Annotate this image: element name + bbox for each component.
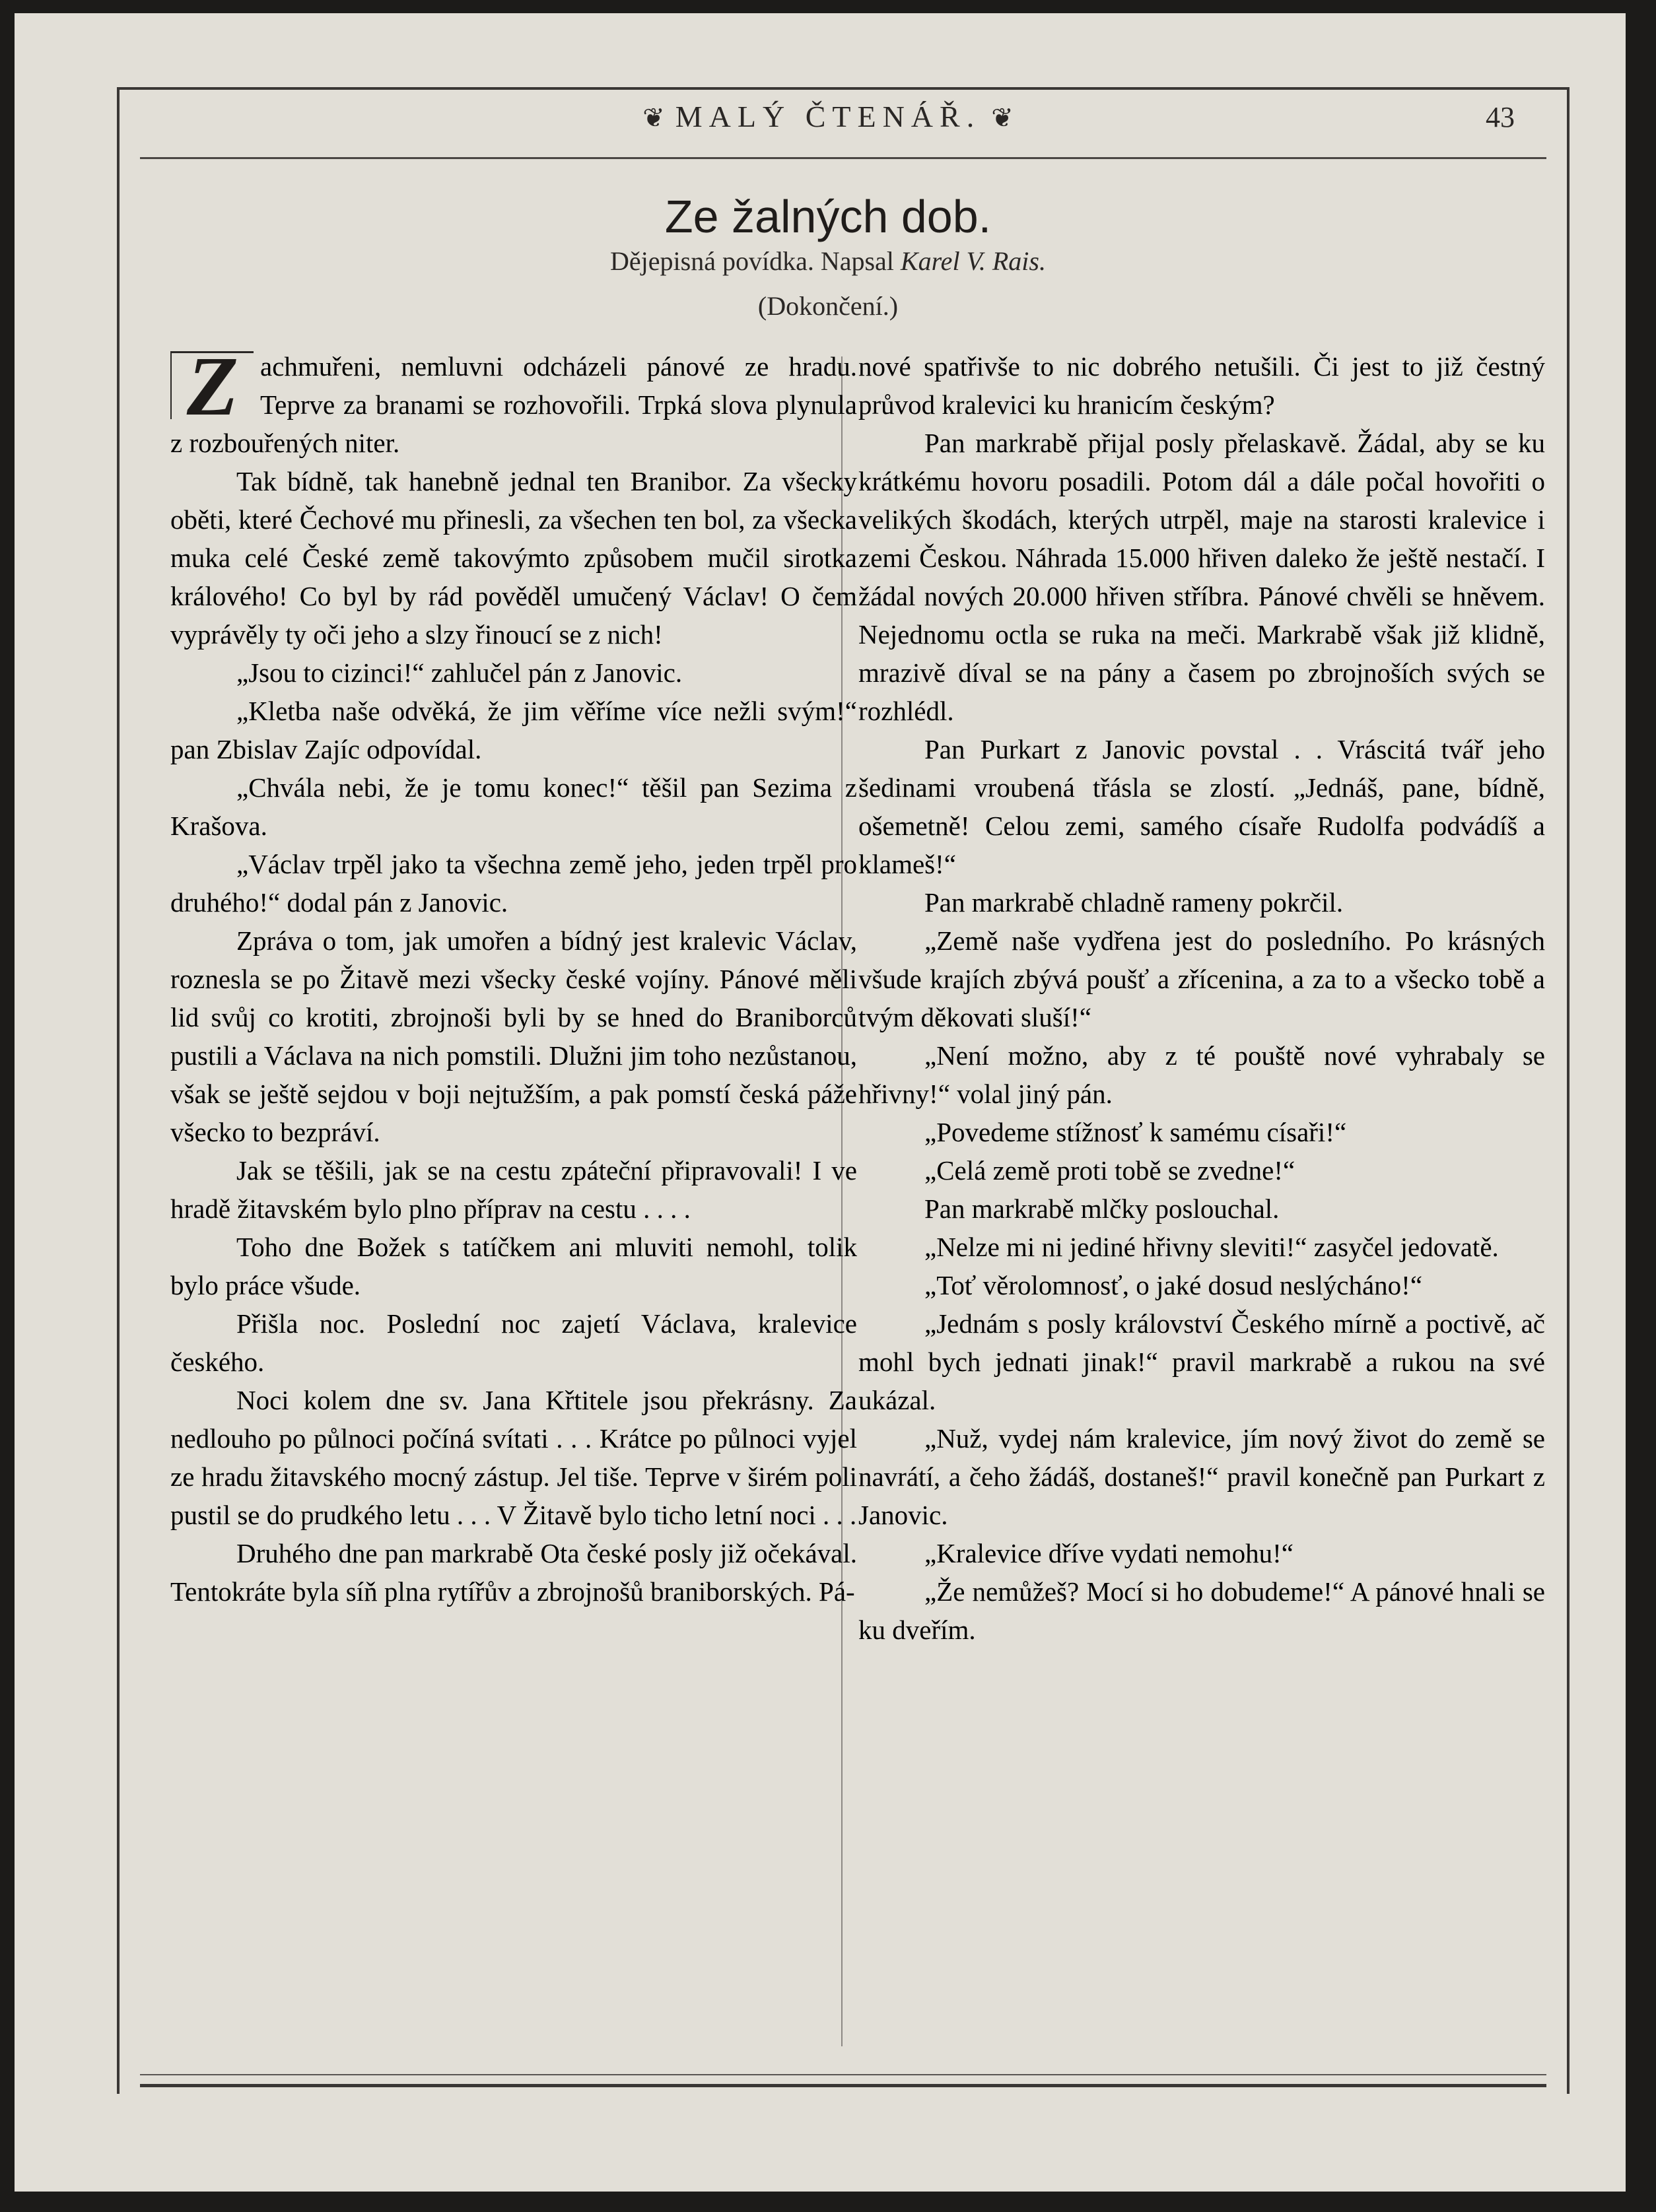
- paragraph: „Nuž, vydej nám kralevice, jím nový život do země se navrátí, a čeho žádáš, dostaneš!“ pravil konečně pan Purkart z Janovic.: [858, 1423, 1545, 1530]
- bottom-rule-thick: [140, 2084, 1546, 2087]
- frame-rule-top: [117, 87, 1570, 90]
- article-title: Ze žalných dob.: [664, 191, 992, 242]
- paragraph: „Že nemůžeš? Mocí si ho dobudeme!“ A pánové hnali se ku dveřím.: [858, 1576, 1545, 1645]
- frame-rule-right: [1567, 87, 1570, 2094]
- paragraph: Pan markrabě mlčky poslouchal.: [924, 1193, 1280, 1224]
- running-head: [0, 99, 1656, 134]
- paragraph: „Není možno, aby z té pouště nové vyhrabaly se hřivny!“ volal jiný pán.: [858, 1040, 1545, 1109]
- paragraph: „Václav trpěl jako ta všechna země jeho, jeden trpěl pro druhého!“ dodal pán z Janovic.: [170, 849, 857, 918]
- paragraph: „Chvála nebi, že je tomu konec!“ těšil pan Sezima z Krašova.: [170, 772, 857, 841]
- paragraph: „Celá země proti tobě se zvedne!“: [924, 1155, 1295, 1186]
- paragraph: „Jednám s posly království Českého mírně a poctivě, ač mohl bych jednati jinak!“ pravil markrabě a rukou na své ukázal.: [858, 1308, 1545, 1415]
- paragraph: Jak se těšili, jak se na cestu zpáteční připravovali! I ve hradě žitavském bylo plno příprav na cestu . . . .: [170, 1155, 857, 1224]
- paragraph: „Nelze mi ni jediné hřivny sleviti!“ zasyčel jedovatě.: [924, 1232, 1499, 1262]
- paragraph: [170, 339, 857, 462]
- paragraph: „Povedeme stížnosť k samému císaři!“: [924, 1117, 1347, 1147]
- paragraph: Pan Purkart z Janovic povstal . . Vráscitá tvář jeho šedinami vroubená třásla se zlostí. „Jednáš, pane, bídně, ošemetně! Celou zemi, samého císaře Rudolfa podvádíš a klameš!“: [858, 734, 1545, 879]
- paragraph: Noci kolem dne sv. Jana Křtitele jsou překrásny. Za nedlouho po půlnoci počíná svítati . . . Krátce po půlnoci vyjel ze hradu žitavského mocný zástup. Jel tiše. Teprve v širém poli pustil se do prudkého letu . . . V Žitavě bylo ticho letní noci . . .: [170, 1385, 857, 1530]
- continued-note: (Dokončení.): [757, 291, 899, 321]
- running-title: MALÝ ČTENÁŘ.: [675, 100, 981, 133]
- paragraph: Pan markrabě přijal posly přelaskavě. Žádal, aby se ku krátkému hovoru posadili. Potom dál a dále počal hovořiti o velikých škodách, kterých utrpěl, maje na starosti kralevice i zemi Českou. Náhrada 15.000 hřiven daleko že ještě nestačí. I žádal nových 20.000 hřiven stříbra. Pánové chvěli se hněvem. Nejednomu octla se ruka na meči. Markrabě však již klidně, mrazivě díval se na pány a časem po zbrojnoších svých se rozhlédl.: [858, 428, 1545, 726]
- article-subtitle: [0, 246, 1656, 277]
- header-rule: [140, 157, 1546, 159]
- left-column: [170, 339, 857, 1611]
- frame-rule-left: [117, 87, 120, 2094]
- paragraph: „Kletba naše odvěká, že jim věříme více nežli svým!“ pan Zbislav Zajíc odpovídal.: [170, 696, 857, 764]
- page-number: 43: [1486, 101, 1515, 133]
- paragraph: „Kralevice dříve vydati nemohu!“: [924, 1538, 1294, 1568]
- paragraph: Toho dne Božek s tatíčkem ani mluviti nemohl, tolik bylo práce všude.: [170, 1232, 857, 1300]
- paragraph: Tak bídně, tak hanebně jednal ten Branibor. Za všecky oběti, které Čechové mu přinesli, za všechen ten bol, za všecka muka celé České země takovýmto způsobem mučil sirotka králového! Co byl by rád pověděl umučený Václav! O čem vyprávěly ty oči jeho a slzy řinoucí se z nich!: [170, 466, 857, 650]
- paragraph: Přišla noc. Poslední noc zajetí Václava, kralevice českého.: [170, 1308, 857, 1377]
- ornament-left-icon: ❦: [642, 103, 665, 133]
- paragraph-text: achmuřeni, nemluvni odcházeli pánové ze hradu. Teprve za branami se rozhovořili. Trpká slova plynula z rozbouřených niter.: [170, 351, 857, 458]
- author-name: Karel V. Rais.: [900, 246, 1046, 276]
- paragraph: Zpráva o tom, jak umořen a bídný jest kralevic Václav, roznesla se po Žitavě mezi všecky české vojíny. Pánové měli lid svůj co krotiti, zbrojnoši byli by se hned do Braniborců pustili a Václava na nich pomstili. Dlužni jim toho nezůstanou, však se ještě sejdou v boji nejtužším, a pak pomstí česká páže všecko to bezpráví.: [170, 925, 857, 1147]
- right-column: [858, 347, 1545, 1649]
- bottom-rule-thin: [140, 2074, 1546, 2075]
- paragraph: „Jsou to cizinci!“ zahlučel pán z Janovic.: [236, 657, 683, 688]
- paragraph: „Země naše vydřena jest do posledního. Po krásných všude krajích zbývá poušť a zřícenina, a za to a všecko tobě a tvým děkovati sluší!“: [858, 925, 1545, 1032]
- paragraph: nové spatřivše to nic dobrého netušili. Či jest to již čestný průvod kralevici ku hranicím českým?: [858, 351, 1545, 420]
- paragraph: Pan markrabě chladně rameny pokrčil.: [924, 887, 1344, 918]
- ornament-right-icon: ❦: [991, 103, 1014, 133]
- drop-cap: Z: [170, 351, 254, 419]
- paragraph: „Toť věrolomnosť, o jaké dosud neslýcháno!“: [924, 1270, 1423, 1300]
- paragraph: Druhého dne pan markrabě Ota české posly již očekával. Tentokráte byla síň plna rytířův a zbrojnošů braniborských. Pá-: [170, 1538, 857, 1607]
- subtitle-prefix: Dějepisná povídka. Napsal: [610, 246, 894, 276]
